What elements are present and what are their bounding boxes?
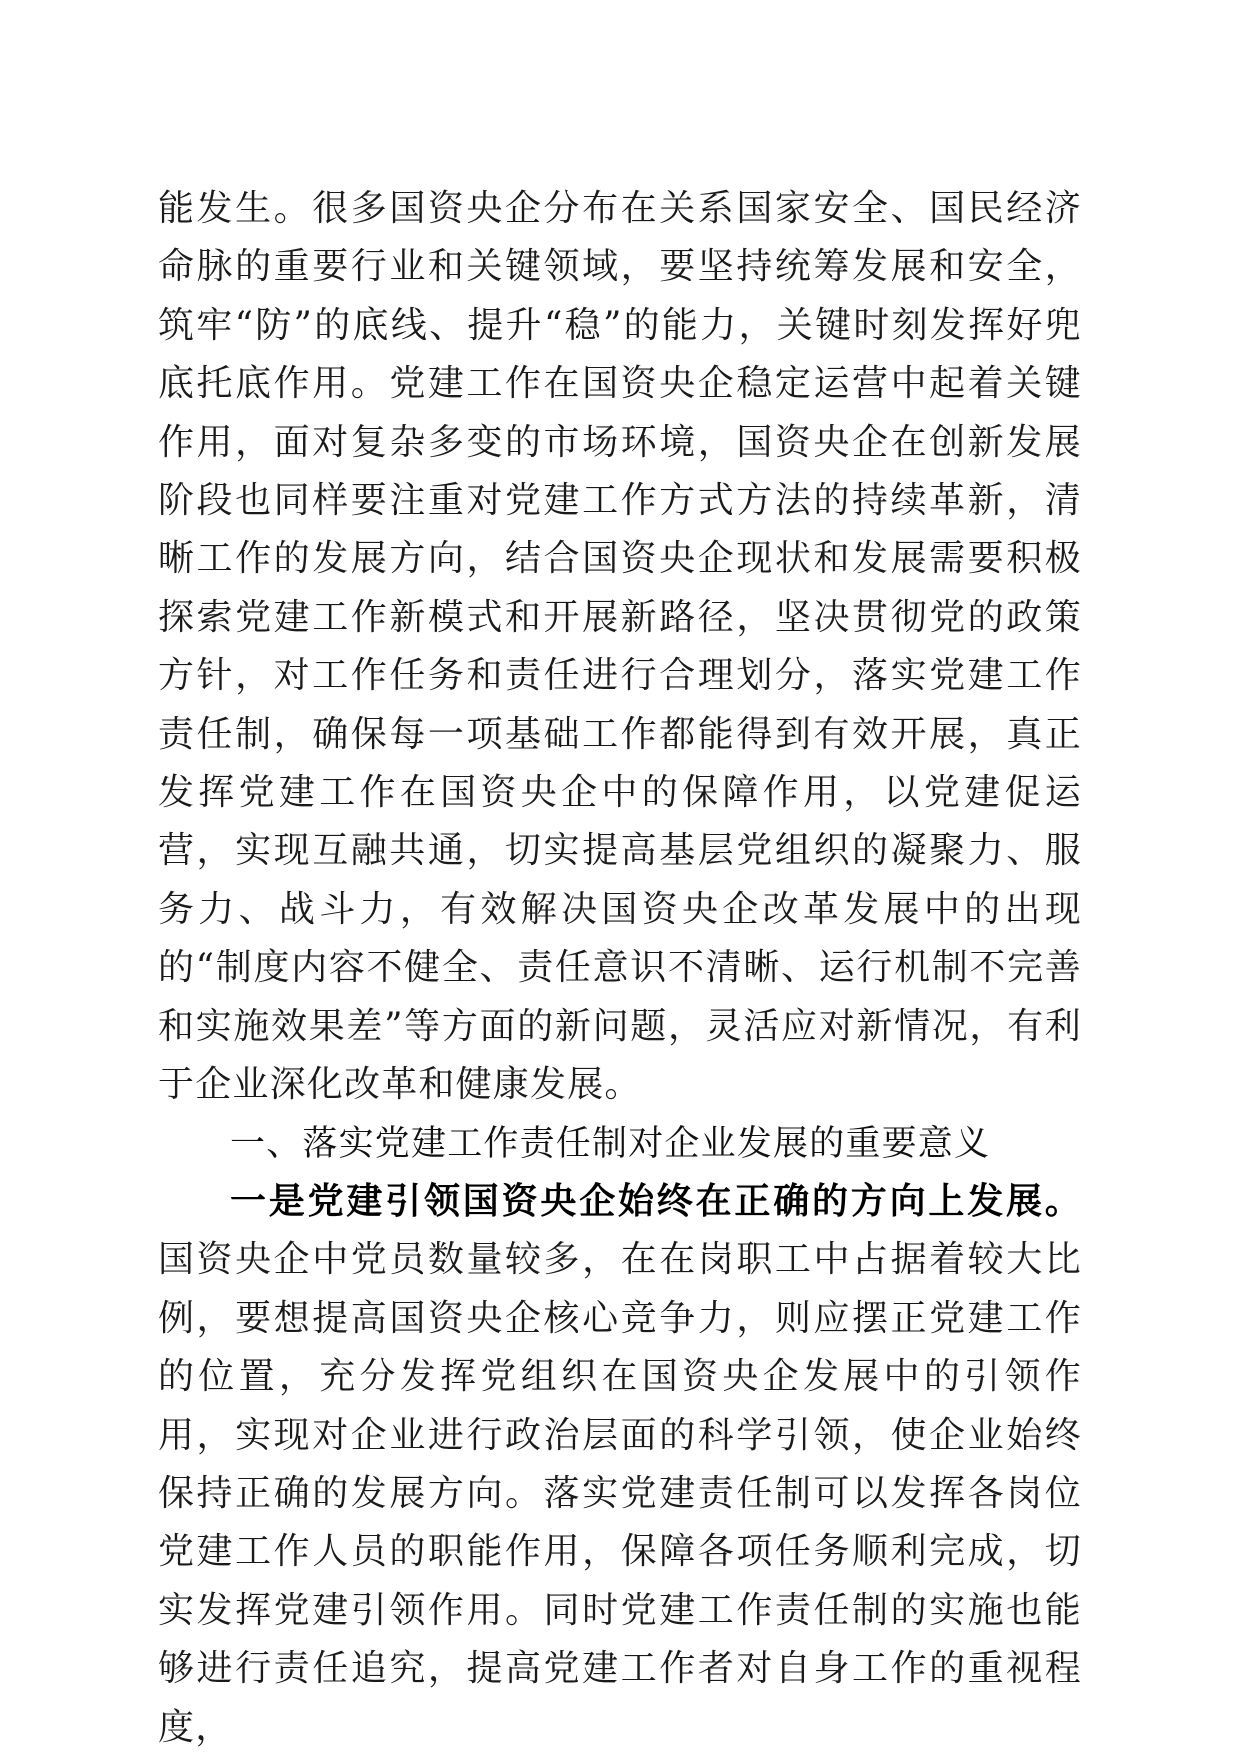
body-paragraph: [158, 1173, 1082, 1757]
body-paragraph-continued: 能发生。很多国资央企分布在关系国家安全、国民经济命脉的重要行业和关键领域，要坚持统筹发展和安全，筑牢“防”的底线、提升“稳”的能力，关键时刻发挥好兜底托底作用。党建工作在国资央企稳定运营中起着关键作用，面对复杂多变的市场环境，国资央企在创新发展阶段也同样要注重对党建工作方式方法的持续革新，清晰工作的发展方向，结合国资央企现状和发展需要积极探索党建工作新模式和开展新路径，坚决贯彻党的政策方针，对工作任务和责任进行合理划分，落实党建工作责任制，确保每一项基础工作都能得到有效开展，真正发挥党建工作在国资央企中的保障作用，以党建促运营，实现互融共通，切实提高基层党组织的凝聚力、服务力、战斗力，有效解决国资央企改革发展中的出现的“制度内容不健全、责任意识不清晰、运行机制不完善和实施效果差”等方面的新问题，灵活应对新情况，有利于企业深化改革和健康发展。: [158, 188, 1082, 1106]
document-body: [158, 180, 1082, 1757]
paragraph-lead-sentence: 一是党建引领国资央企始终在正确的方向上发展。: [230, 1180, 1082, 1222]
paragraph-body-text: 国资央企中党员数量较多，在在岗职工中占据着较大比例，要想提高国资央企核心竞争力，则应摆正党建工作的位置，充分发挥党组织在国资央企发展中的引领作用，实现对企业进行政治层面的科学引领，使企业始终保持正确的发展方向。落实党建责任制可以发挥各岗位党建工作人员的职能作用，保障各项任务顺利完成，切实发挥党建引领作用。同时党建工作责任制的实施也能够进行责任追究，提高党建工作者对自身工作的重视程度，: [158, 1239, 1082, 1748]
section-heading: 一、落实党建工作责任制对企业发展的重要意义: [230, 1123, 991, 1164]
